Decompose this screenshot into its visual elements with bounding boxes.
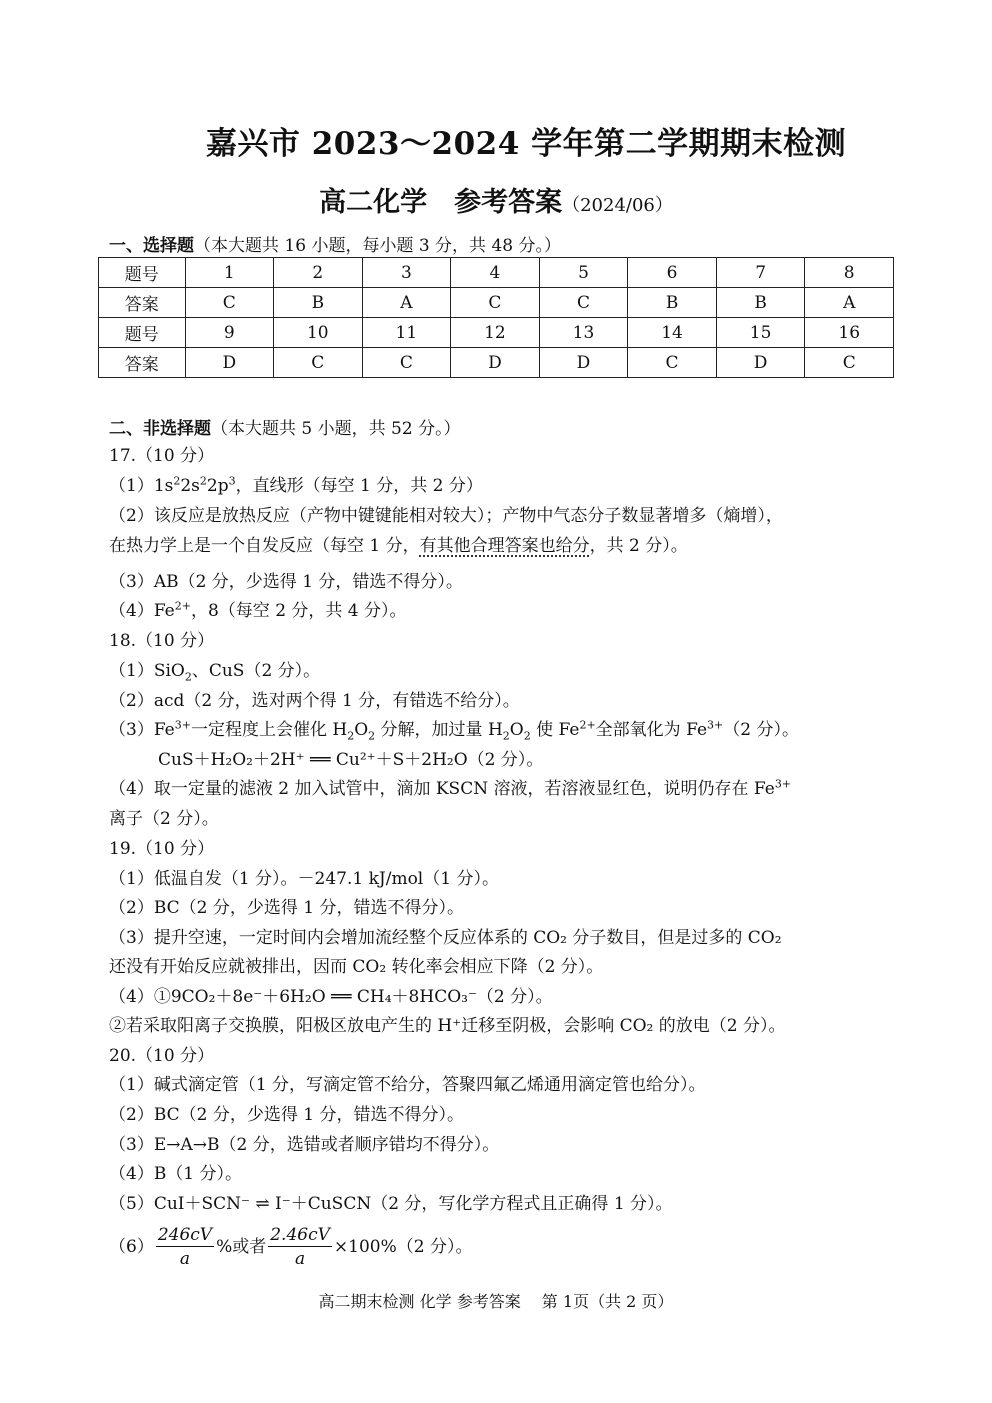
q17-part4: $(4)Fe^{2+}$，8（每空 2 分，共 4 分）。 — [109, 599, 407, 621]
table-cell: B — [716, 288, 805, 318]
table-row — [99, 348, 894, 378]
q20-heading: 20.（10 分） — [109, 1046, 215, 1066]
q20-part2: （2）BC（2 分，少选得 1 分，错选不得分）。 — [109, 1105, 464, 1125]
table-cell: D — [539, 348, 628, 378]
table-cell: D — [716, 348, 805, 378]
section2-label: 二、非选择题 — [109, 419, 211, 439]
table-row — [99, 318, 894, 348]
q20-part3: （3）E→A→B（2 分，选错或者顺序错均不得分）。 — [109, 1135, 500, 1155]
q20-part4: （4）B（1 分）。 — [109, 1164, 243, 1184]
section1-heading — [109, 231, 561, 256]
q18-part3: $(3)Fe^{3+}$一定程度上会催化 $H_2O_2$ 分解，加过量 $H_2O_2$ 使 $Fe^{2+}$全部氧化为 $Fe^{3+}(2$ 分）。 — [109, 718, 799, 743]
page-footer: 高二期末检测 化学 参考答案 第 1页（共 2 页） — [318, 1292, 674, 1311]
table-cell: 13 — [539, 318, 628, 348]
table-cell: C — [451, 288, 540, 318]
table-cell: C — [274, 348, 363, 378]
table-cell: C — [805, 348, 894, 378]
q20-part5: （5）CuI＋SCN⁻ ⇌ I⁻＋CuSCN（2 分，写化学方程式且正确得 1 分）。 — [109, 1194, 673, 1214]
table-cell: A — [362, 288, 451, 318]
table-cell: 14 — [628, 318, 717, 348]
table-cell: C — [539, 288, 628, 318]
answer-table — [98, 257, 894, 378]
table-cell: 12 — [451, 318, 540, 348]
q18-part4-line1: （4）取一定量的滤液 2 加入试管中，滴加 KSCN 溶液，若溶液显红色，说明仍存在 $Fe^{3+}$ — [109, 777, 792, 799]
table-cell: B — [628, 288, 717, 318]
table-cell: C — [628, 348, 717, 378]
q17-heading: 17.（10 分） — [109, 446, 215, 466]
table-cell: 16 — [805, 318, 894, 348]
table-cell: D — [451, 348, 540, 378]
table-row — [99, 258, 894, 288]
q20-part6: （6） $\frac{246cV}{a}$ %或者 $\frac{2.46cV}{a}$ ×100%（2 分）。 — [109, 1225, 473, 1269]
table-row — [99, 288, 894, 318]
table-cell: 9 — [185, 318, 274, 348]
q18-equation: CuS＋H₂O₂＋2H⁺ ══ Cu²⁺＋S＋2H₂O（2 分）。 — [158, 750, 544, 770]
q19-part5: ②若采取阳离子交换膜，阳极区放电产生的 H⁺迁移至阴极，会影响 CO₂ 的放电（2 分）。 — [109, 1016, 786, 1036]
table-cell: 4 — [451, 258, 540, 288]
section1-note: （本大题共 16 小题，每小题 3 分，共 48 分。） — [194, 236, 562, 256]
table-cell: D — [185, 348, 274, 378]
table-cell: 7 — [716, 258, 805, 288]
q17-part1: $(1)1s^22s^22p^3$，直线形（每空 1 分，共 2 分） — [109, 474, 483, 496]
q19-heading: 19.（10 分） — [109, 839, 215, 859]
table-cell: 10 — [274, 318, 363, 348]
q17-part2-line1: （2）该反应是放热反应（产物中键键能相对较大）；产物中气态分子数显著增多（熵增）， — [109, 506, 783, 526]
section1-label: 一、选择题 — [109, 236, 194, 256]
row-label: 题号 — [99, 318, 186, 348]
table-cell: 8 — [805, 258, 894, 288]
section2-note: （本大题共 5 小题，共 52 分。） — [211, 419, 461, 439]
table-cell: 11 — [362, 318, 451, 348]
q19-part4: （4）①9CO₂＋8e⁻＋6H₂O ══ CH₄＋8HCO₃⁻（2 分）。 — [109, 987, 553, 1007]
page-title: 嘉兴市 2023～2024 学年第二学期期末检测 — [205, 126, 847, 162]
table-cell: C — [362, 348, 451, 378]
q18-part1: （1）SiO$_2$、CuS（2 分）。 — [109, 661, 321, 684]
dotted-emphasis: 有其他合理答案也给分 — [419, 536, 590, 556]
table-cell: 3 — [362, 258, 451, 288]
q19-part1: （1）低温自发（1 分）。－247.1 kJ/mol（1 分）。 — [109, 869, 499, 889]
page-subtitle — [0, 180, 992, 219]
row-label: 答案 — [99, 288, 186, 318]
table-cell: B — [274, 288, 363, 318]
table-cell: 6 — [628, 258, 717, 288]
fraction-1: $\frac{246cV}{a}$ — [157, 1225, 213, 1269]
table-cell: 15 — [716, 318, 805, 348]
q19-part3-line2: 还没有开始反应就被排出，因而 CO₂ 转化率会相应下降（2 分）。 — [109, 957, 604, 977]
q17-part3: （3）AB（2 分，少选得 1 分，错选不得分）。 — [109, 572, 463, 592]
table-cell: 1 — [185, 258, 274, 288]
row-label: 答案 — [99, 348, 186, 378]
q17-part2-line2: 在热力学上是一个自发反应（每空 1 分，有其他合理答案也给分，共 2 分）。 — [109, 536, 688, 556]
q18-part4-line2: 离子（2 分）。 — [109, 809, 219, 829]
q19-part2: （2）BC（2 分，少选得 1 分，错选不得分）。 — [109, 898, 464, 918]
table-cell: C — [185, 288, 274, 318]
q18-part2: （2）acd（2 分，选对两个得 1 分，有错选不给分）。 — [109, 691, 520, 711]
table-cell: 5 — [539, 258, 628, 288]
section2-heading — [109, 414, 461, 439]
subtitle-text: 高二化学 参考答案 — [319, 187, 563, 218]
table-cell: A — [805, 288, 894, 318]
q19-part3-line1: （3）提升空速，一定时间内会增加流经整个反应体系的 CO₂ 分子数目，但是过多的 CO₂ — [109, 928, 782, 948]
q18-heading: 18.（10 分） — [109, 631, 215, 651]
subtitle-date: （2024/06） — [562, 195, 673, 216]
q20-part1: （1）碱式滴定管（1 分，写滴定管不给分，答聚四氟乙烯通用滴定管也给分）。 — [109, 1075, 706, 1095]
table-cell: 2 — [274, 258, 363, 288]
row-label: 题号 — [99, 258, 186, 288]
fraction-2: $\frac{2.46cV}{a}$ — [270, 1225, 330, 1269]
